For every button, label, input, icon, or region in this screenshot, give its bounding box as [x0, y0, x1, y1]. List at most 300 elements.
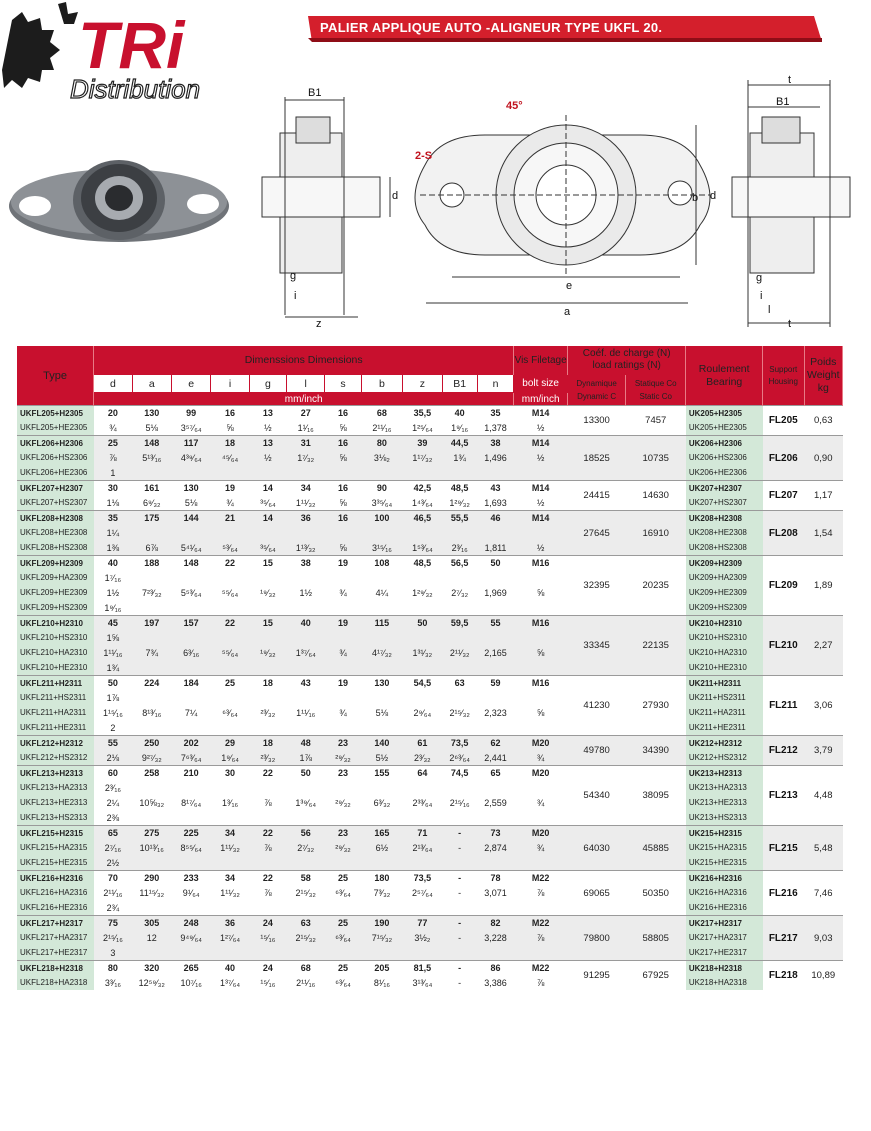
- housing-cell: FL217: [763, 916, 804, 961]
- dim-cell-b: 6½: [361, 840, 402, 855]
- type-cell: UKFL215+H2315: [17, 826, 94, 841]
- bolt-cell: [514, 945, 568, 961]
- dim-cell-s: [325, 570, 361, 585]
- bolt-cell: [514, 810, 568, 826]
- dim-cell-d: 60: [94, 766, 132, 781]
- dim-cell-b1: [442, 780, 477, 795]
- type-cell: UKFL209+HE2309: [17, 585, 94, 600]
- dim-cell-b: [361, 855, 402, 871]
- dim-cell-i: [211, 600, 249, 616]
- dim-cell-g: 14: [249, 511, 286, 526]
- table-row: [17, 420, 843, 436]
- dim-cell-b1: -: [442, 871, 477, 886]
- dim-cell-b1: 2¹¹⁄₃₂: [442, 645, 477, 660]
- dim-cell-s: ⁶³⁄₆₄: [325, 975, 361, 990]
- dim-cell-n: [477, 900, 513, 916]
- dim-cell-l: 1³⁹⁄₆₄: [287, 795, 325, 810]
- bolt-cell: [514, 660, 568, 676]
- table-row: [17, 840, 843, 855]
- dim-cell-g: [249, 570, 286, 585]
- static-load-cell: 20235: [626, 556, 686, 616]
- weight-cell: 5,48: [804, 826, 843, 871]
- weight-cell: 4,48: [804, 766, 843, 826]
- label-l: l: [768, 304, 771, 316]
- dim-cell-b1: 1¾: [442, 450, 477, 465]
- dim-cell-e: 10⁷⁄₁₆: [171, 975, 210, 990]
- dim-cell-l: 50: [287, 766, 325, 781]
- bearing-cell: UK213+HE2313: [686, 795, 763, 810]
- table-row: [17, 616, 843, 631]
- bearing-cell: UK218+H2318: [686, 961, 763, 976]
- label-b: b: [692, 192, 699, 204]
- dim-cell-z: 1⁵³⁄₆₄: [403, 540, 442, 556]
- dim-cell-s: [325, 690, 361, 705]
- dim-cell-z: 1²⁹⁄₃₂: [403, 585, 442, 600]
- dim-cell-g: [249, 690, 286, 705]
- dim-cell-s: ²⁹⁄₃₂: [325, 750, 361, 766]
- dim-cell-g: [249, 600, 286, 616]
- type-cell: UKFL210+H2310: [17, 616, 94, 631]
- dim-cell-e: 117: [171, 436, 210, 451]
- header-static: Statique Co Static Co: [626, 375, 686, 406]
- dim-cell-d: 1⁷⁄₁₆: [94, 570, 132, 585]
- table-row: [17, 511, 843, 526]
- dim-cell-z: [403, 630, 442, 645]
- housing-cell: FL207: [763, 481, 804, 511]
- table-row: [17, 495, 843, 511]
- dim-cell-z: [403, 465, 442, 481]
- bolt-cell: M16: [514, 616, 568, 631]
- dim-cell-a: 12: [132, 930, 171, 945]
- dim-cell-l: 31: [287, 436, 325, 451]
- type-cell: UKFL210+HA2310: [17, 645, 94, 660]
- dim-cell-b1: 74,5: [442, 766, 477, 781]
- table-row: [17, 481, 843, 496]
- dim-cell-d: 80: [94, 961, 132, 976]
- header-poids: Poids Weight kg: [804, 346, 843, 406]
- dim-cell-b: [361, 690, 402, 705]
- dim-cell-g: ⅞: [249, 840, 286, 855]
- dim-cell-z: 2¹³⁄₆₄: [403, 840, 442, 855]
- dim-cell-s: 23: [325, 736, 361, 751]
- dim-cell-e: [171, 945, 210, 961]
- dim-cell-g: 18: [249, 676, 286, 691]
- dim-cell-g: ⅞: [249, 795, 286, 810]
- front-view: [415, 115, 710, 303]
- dim-cell-l: [287, 810, 325, 826]
- dim-cell-i: 34: [211, 826, 249, 841]
- dim-cell-n: [477, 945, 513, 961]
- dim-cell-n: 3,228: [477, 930, 513, 945]
- weight-cell: 7,46: [804, 871, 843, 916]
- dim-cell-e: 144: [171, 511, 210, 526]
- dim-cell-b1: [442, 570, 477, 585]
- side-view-left: [262, 97, 390, 317]
- type-cell: UKFL209+H2309: [17, 556, 94, 571]
- dim-cell-z: 77: [403, 916, 442, 931]
- bolt-cell: [514, 780, 568, 795]
- dim-cell-g: 14: [249, 481, 286, 496]
- dim-cell-s: [325, 855, 361, 871]
- label-t-top: t: [788, 74, 792, 86]
- dim-cell-z: 3½₂: [403, 930, 442, 945]
- bearing-cell: UK205+HE2305: [686, 420, 763, 436]
- dim-cell-z: [403, 690, 442, 705]
- type-cell: UKFL205+HE2305: [17, 420, 94, 436]
- dim-cell-b1: [442, 900, 477, 916]
- dim-cell-i: ⁶³⁄₆₄: [211, 705, 249, 720]
- bolt-cell: M16: [514, 556, 568, 571]
- static-load-cell: 14630: [626, 481, 686, 511]
- dim-cell-s: 16: [325, 481, 361, 496]
- bearing-cell: UK213+H2313: [686, 766, 763, 781]
- dim-cell-e: 9⁴⁹⁄₆₄: [171, 930, 210, 945]
- dim-cell-e: 5⁴¹⁄₆₄: [171, 540, 210, 556]
- weight-cell: 0,63: [804, 406, 843, 436]
- dim-cell-a: 250: [132, 736, 171, 751]
- table-row: [17, 540, 843, 556]
- type-cell: UKFL209+HA2309: [17, 570, 94, 585]
- dim-cell-e: 9¹⁄₆₄: [171, 885, 210, 900]
- dim-cell-n: 82: [477, 916, 513, 931]
- dim-cell-b1: [442, 660, 477, 676]
- dim-cell-l: [287, 855, 325, 871]
- dim-cell-e: 8⁵⁵⁄₆₄: [171, 840, 210, 855]
- dim-cell-a: 12⁵⁹⁄₃₂: [132, 975, 171, 990]
- dim-cell-a: 10¹³⁄₁₆: [132, 840, 171, 855]
- col-header-s: s: [325, 375, 361, 393]
- dim-cell-z: 3¹³⁄₆₄: [403, 975, 442, 990]
- dim-cell-n: [477, 630, 513, 645]
- dim-cell-e: 5⁵³⁄₆₄: [171, 585, 210, 600]
- dynamic-load-cell: 13300: [568, 406, 626, 436]
- type-cell: UKFL208+HE2308: [17, 525, 94, 540]
- dynamic-load-cell: 32395: [568, 556, 626, 616]
- type-cell: UKFL218+H2318: [17, 961, 94, 976]
- dim-cell-e: 157: [171, 616, 210, 631]
- dynamic-load-cell: 24415: [568, 481, 626, 511]
- dim-cell-g: ¹⁹⁄₃₂: [249, 585, 286, 600]
- dim-cell-l: 2⁷⁄₃₂: [287, 840, 325, 855]
- dim-cell-d: 1⅜: [94, 540, 132, 556]
- dim-cell-i: [211, 630, 249, 645]
- dim-cell-d: 3³⁄₁₆: [94, 975, 132, 990]
- dim-cell-e: [171, 690, 210, 705]
- bearing-cell: UK215+HE2315: [686, 855, 763, 871]
- bolt-cell: M20: [514, 736, 568, 751]
- weight-cell: 1,89: [804, 556, 843, 616]
- brand-name-bottom: Distribution: [70, 74, 201, 104]
- dim-cell-b: 130: [361, 676, 402, 691]
- dim-cell-i: ⁵⁵⁄₆₄: [211, 585, 249, 600]
- dim-cell-l: 63: [287, 916, 325, 931]
- dim-cell-l: 43: [287, 676, 325, 691]
- dim-cell-i: [211, 525, 249, 540]
- dim-cell-b: 108: [361, 556, 402, 571]
- dim-cell-n: 1,496: [477, 450, 513, 465]
- dim-cell-a: 11¹⁵⁄₃₂: [132, 885, 171, 900]
- type-cell: UKFL215+HE2315: [17, 855, 94, 871]
- dim-cell-z: 71: [403, 826, 442, 841]
- label-t-bottom: t: [788, 318, 792, 330]
- dim-cell-b: [361, 780, 402, 795]
- dim-cell-i: 1⁹⁄₆₄: [211, 750, 249, 766]
- type-cell: UKFL218+HA2318: [17, 975, 94, 990]
- type-cell: UKFL206+HE2306: [17, 465, 94, 481]
- static-load-cell: 50350: [626, 871, 686, 916]
- header-unit: mm/inch: [94, 393, 514, 406]
- type-cell: UKFL206+HS2306: [17, 450, 94, 465]
- static-load-cell: 16910: [626, 511, 686, 556]
- dim-cell-b1: -: [442, 961, 477, 976]
- dim-cell-e: [171, 900, 210, 916]
- dim-cell-b: [361, 525, 402, 540]
- table-row: [17, 436, 843, 451]
- spec-table: [17, 346, 843, 990]
- bearing-cell: UK215+H2315: [686, 826, 763, 841]
- dim-cell-a: 5⅛: [132, 420, 171, 436]
- dim-cell-b: 68: [361, 406, 402, 421]
- dim-cell-b1: -: [442, 840, 477, 855]
- label-z: z: [316, 318, 322, 330]
- dim-cell-n: 46: [477, 511, 513, 526]
- dim-cell-b: 8¹⁄₁₆: [361, 975, 402, 990]
- dim-cell-b: [361, 570, 402, 585]
- dim-cell-b1: 2¹⁵⁄₃₂: [442, 705, 477, 720]
- dim-cell-s: ²⁹⁄₃₂: [325, 840, 361, 855]
- bolt-cell: M14: [514, 481, 568, 496]
- type-cell: UKFL210+HS2310: [17, 630, 94, 645]
- dim-cell-a: 9²⁷⁄₃₂: [132, 750, 171, 766]
- dim-cell-b1: -: [442, 916, 477, 931]
- table-row: [17, 961, 843, 976]
- bolt-cell: [514, 630, 568, 645]
- dim-cell-g: [249, 720, 286, 736]
- bolt-cell: M22: [514, 916, 568, 931]
- col-header-b: b: [361, 375, 402, 393]
- dim-cell-b: 7¹⁵⁄₃₂: [361, 930, 402, 945]
- dim-cell-z: 64: [403, 766, 442, 781]
- type-cell: UKFL207+HS2307: [17, 495, 94, 511]
- type-cell: UKFL212+H2312: [17, 736, 94, 751]
- static-load-cell: 10735: [626, 436, 686, 481]
- dim-cell-e: [171, 570, 210, 585]
- dim-cell-e: [171, 630, 210, 645]
- label-angle: 45°: [506, 100, 523, 112]
- dim-cell-a: 7²³⁄₃₂: [132, 585, 171, 600]
- bearing-cell: UK205+H2305: [686, 406, 763, 421]
- bolt-cell: ½: [514, 450, 568, 465]
- dim-cell-d: 30: [94, 481, 132, 496]
- dim-cell-e: 184: [171, 676, 210, 691]
- housing-cell: FL218: [763, 961, 804, 991]
- dim-cell-e: 225: [171, 826, 210, 841]
- dim-cell-l: 34: [287, 481, 325, 496]
- bolt-cell: [514, 525, 568, 540]
- bolt-cell: ⅞: [514, 885, 568, 900]
- table-row: [17, 780, 843, 795]
- weight-cell: 0,90: [804, 436, 843, 481]
- dim-cell-i: ⅝: [211, 420, 249, 436]
- label-b1-left: B1: [308, 87, 322, 99]
- dim-cell-d: 2⅛: [94, 750, 132, 766]
- dim-cell-g: [249, 780, 286, 795]
- dim-cell-n: 43: [477, 481, 513, 496]
- dim-cell-l: [287, 600, 325, 616]
- dim-cell-g: [249, 630, 286, 645]
- dim-cell-l: 1¹¹⁄₁₆: [287, 705, 325, 720]
- dim-cell-l: [287, 570, 325, 585]
- dim-cell-b: 3⅛₂: [361, 450, 402, 465]
- table-row: [17, 525, 843, 540]
- dim-cell-z: 39: [403, 436, 442, 451]
- bearing-cell: UK207+HS2307: [686, 495, 763, 511]
- table-row: [17, 766, 843, 781]
- dim-cell-d: 50: [94, 676, 132, 691]
- table-row: [17, 750, 843, 766]
- dim-cell-i: ⁴⁵⁄₆₄: [211, 450, 249, 465]
- dim-cell-g: 24: [249, 961, 286, 976]
- dim-cell-n: 59: [477, 676, 513, 691]
- dim-cell-z: [403, 720, 442, 736]
- dim-cell-l: [287, 660, 325, 676]
- bolt-cell: ⅞: [514, 975, 568, 990]
- dim-cell-a: [132, 720, 171, 736]
- dim-cell-b1: 56,5: [442, 556, 477, 571]
- bearing-cell: UK209+H2309: [686, 556, 763, 571]
- dim-cell-i: 34: [211, 871, 249, 886]
- dim-cell-a: 320: [132, 961, 171, 976]
- bearing-cell: UK213+HS2313: [686, 810, 763, 826]
- bearing-cell: UK211+HA2311: [686, 705, 763, 720]
- dim-cell-n: 2,874: [477, 840, 513, 855]
- bolt-cell: ¾: [514, 795, 568, 810]
- dim-cell-s: ⅝: [325, 495, 361, 511]
- dim-cell-a: [132, 945, 171, 961]
- dim-cell-l: [287, 900, 325, 916]
- bearing-cell: UK208+HS2308: [686, 540, 763, 556]
- dim-cell-a: 188: [132, 556, 171, 571]
- dim-cell-b1: [442, 465, 477, 481]
- dim-cell-i: 1³⁷⁄₆₄: [211, 975, 249, 990]
- dim-cell-a: 175: [132, 511, 171, 526]
- dim-cell-n: 3,071: [477, 885, 513, 900]
- bearing-cell: UK211+HE2311: [686, 720, 763, 736]
- table-row: [17, 450, 843, 465]
- bolt-cell: [514, 465, 568, 481]
- dim-cell-l: [287, 525, 325, 540]
- dim-cell-d: 2¹¹⁄₁₆: [94, 885, 132, 900]
- dim-cell-i: [211, 465, 249, 481]
- header-dimensions: Dimenssions Dimensions: [94, 346, 514, 375]
- dim-cell-g: ³⁵⁄₆₄: [249, 495, 286, 511]
- dim-cell-b1: [442, 525, 477, 540]
- bolt-cell: [514, 600, 568, 616]
- bolt-cell: M22: [514, 961, 568, 976]
- dim-cell-i: [211, 810, 249, 826]
- dim-cell-d: 70: [94, 871, 132, 886]
- weight-cell: 9,03: [804, 916, 843, 961]
- dim-cell-g: 22: [249, 871, 286, 886]
- bearing-photo: [5, 148, 233, 260]
- dim-cell-e: [171, 600, 210, 616]
- dim-cell-i: [211, 690, 249, 705]
- table-row: [17, 705, 843, 720]
- dim-cell-b: [361, 945, 402, 961]
- dim-cell-s: 16: [325, 406, 361, 421]
- dim-cell-s: ²⁹⁄₃₂: [325, 795, 361, 810]
- dim-cell-i: [211, 570, 249, 585]
- dim-cell-n: 1,378: [477, 420, 513, 436]
- dim-cell-l: [287, 780, 325, 795]
- dim-cell-g: ¹⁵⁄₁₆: [249, 975, 286, 990]
- dim-cell-a: 305: [132, 916, 171, 931]
- dim-cell-s: 23: [325, 826, 361, 841]
- dim-cell-e: [171, 465, 210, 481]
- dim-cell-g: [249, 660, 286, 676]
- dim-cell-g: 22: [249, 826, 286, 841]
- type-cell: UKFL208+H2308: [17, 511, 94, 526]
- header-vis-unit: mm/inch: [514, 393, 568, 406]
- dim-cell-z: 50: [403, 616, 442, 631]
- dim-cell-s: [325, 600, 361, 616]
- dim-cell-e: 202: [171, 736, 210, 751]
- dim-cell-d: 2¹⁵⁄₁₆: [94, 930, 132, 945]
- dim-cell-s: 19: [325, 676, 361, 691]
- dim-cell-s: 19: [325, 556, 361, 571]
- type-cell: UKFL213+H2313: [17, 766, 94, 781]
- dynamic-load-cell: 54340: [568, 766, 626, 826]
- dim-cell-l: 58: [287, 871, 325, 886]
- dim-cell-i: 29: [211, 736, 249, 751]
- table-row: [17, 900, 843, 916]
- table-row: [17, 975, 843, 990]
- dim-cell-a: 6⅞: [132, 540, 171, 556]
- dim-cell-s: [325, 465, 361, 481]
- dim-cell-e: 248: [171, 916, 210, 931]
- dim-cell-l: 1⅞: [287, 750, 325, 766]
- dim-cell-s: [325, 660, 361, 676]
- header-type: Type: [17, 346, 94, 406]
- dim-cell-s: [325, 720, 361, 736]
- dim-cell-b: [361, 630, 402, 645]
- dim-cell-i: ⁵⁵⁄₆₄: [211, 645, 249, 660]
- dim-cell-a: [132, 630, 171, 645]
- dim-cell-g: [249, 900, 286, 916]
- dim-cell-e: 210: [171, 766, 210, 781]
- dim-cell-d: 1¹¹⁄₁₆: [94, 645, 132, 660]
- dim-cell-d: 1⅛: [94, 495, 132, 511]
- dim-cell-b: [361, 465, 402, 481]
- dim-cell-b1: -: [442, 885, 477, 900]
- dim-cell-z: 46,5: [403, 511, 442, 526]
- dim-cell-d: 40: [94, 556, 132, 571]
- type-cell: UKFL213+HE2313: [17, 795, 94, 810]
- dim-cell-b: 180: [361, 871, 402, 886]
- dim-cell-s: [325, 900, 361, 916]
- dim-cell-z: 2⁹⁄₆₄: [403, 705, 442, 720]
- dim-cell-n: 78: [477, 871, 513, 886]
- label-d-right: d: [710, 190, 717, 202]
- dim-cell-g: ¹⁹⁄₃₂: [249, 645, 286, 660]
- bolt-cell: ¾: [514, 750, 568, 766]
- dim-cell-i: ¾: [211, 495, 249, 511]
- dim-cell-e: [171, 720, 210, 736]
- dim-cell-g: 13: [249, 406, 286, 421]
- dim-cell-l: 27: [287, 406, 325, 421]
- dim-cell-z: 2³³⁄₆₄: [403, 795, 442, 810]
- dim-cell-s: ¾: [325, 705, 361, 720]
